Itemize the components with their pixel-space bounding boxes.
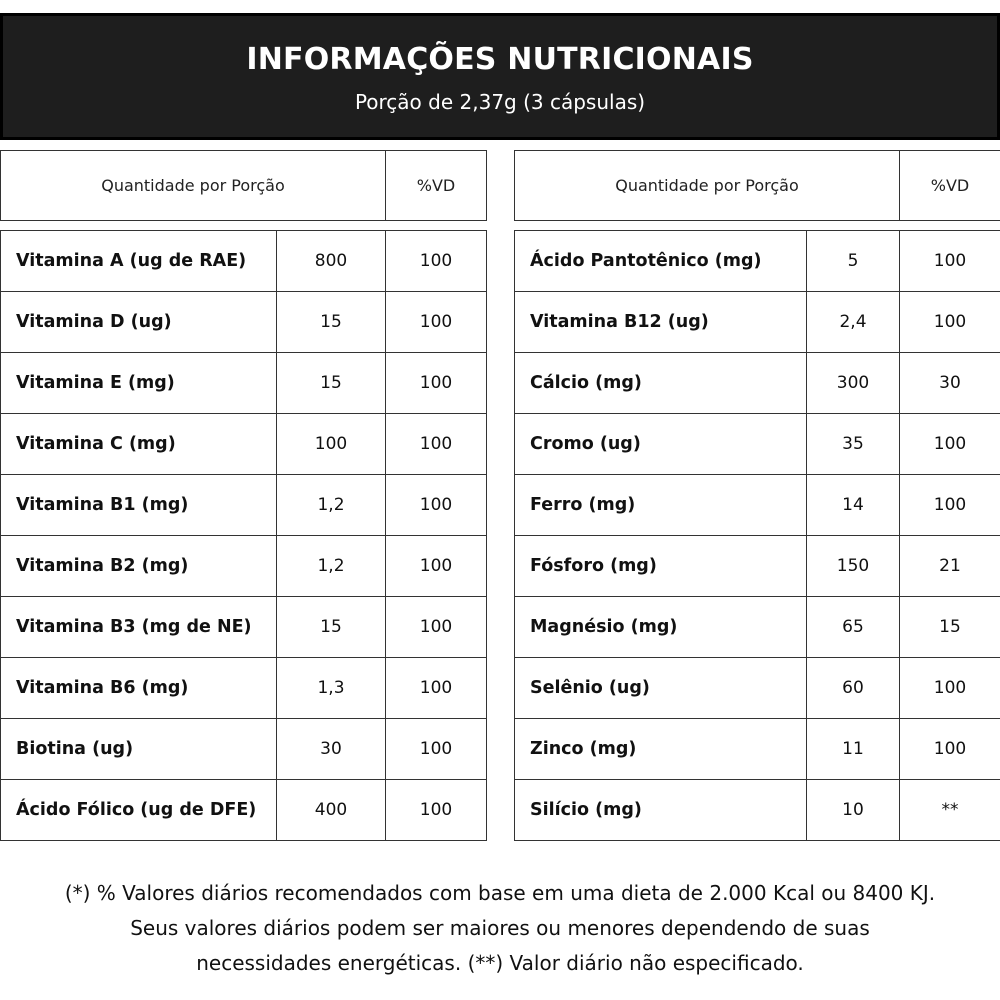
nutrient-name: Biotina (ug) bbox=[1, 719, 277, 780]
nutrient-name: Fósforo (mg) bbox=[515, 536, 807, 597]
nutrient-name: Vitamina B2 (mg) bbox=[1, 536, 277, 597]
table-row bbox=[1, 536, 487, 597]
nutrient-name: Ferro (mg) bbox=[515, 475, 807, 536]
nutrient-daily-value: 30 bbox=[900, 353, 1000, 414]
nutrient-name: Magnésio (mg) bbox=[515, 597, 807, 658]
table-row bbox=[1, 658, 487, 719]
nutrient-name: Zinco (mg) bbox=[515, 719, 807, 780]
page-title: INFORMAÇÕES NUTRICIONAIS bbox=[246, 42, 754, 77]
nutrient-name: Selênio (ug) bbox=[515, 658, 807, 719]
table-row bbox=[515, 719, 1000, 780]
nutrient-amount: 2,4 bbox=[807, 292, 900, 353]
nutrient-amount: 60 bbox=[807, 658, 900, 719]
nutrient-daily-value: 100 bbox=[386, 536, 487, 597]
right-nutrient-table bbox=[514, 230, 1000, 841]
nutrient-name: Vitamina D (ug) bbox=[1, 292, 277, 353]
table-row bbox=[515, 536, 1000, 597]
daily-value-label: %VD bbox=[900, 151, 1000, 221]
table-row bbox=[1, 597, 487, 658]
nutrient-daily-value: 21 bbox=[900, 536, 1000, 597]
nutrient-daily-value: 15 bbox=[900, 597, 1000, 658]
nutrient-amount: 11 bbox=[807, 719, 900, 780]
footnote-line: Seus valores diários podem ser maiores ou menores dependendo de suas bbox=[130, 916, 870, 940]
quantity-per-serving-label: Quantidade por Porção bbox=[515, 151, 900, 221]
nutrient-daily-value: 100 bbox=[386, 231, 487, 292]
table-row bbox=[515, 475, 1000, 536]
table-row bbox=[1, 719, 487, 780]
table-row bbox=[515, 414, 1000, 475]
table-row bbox=[1, 231, 487, 292]
nutrient-name: Vitamina B12 (ug) bbox=[515, 292, 807, 353]
nutrient-daily-value: 100 bbox=[386, 414, 487, 475]
nutrient-daily-value: ** bbox=[900, 780, 1000, 841]
nutrient-amount: 5 bbox=[807, 231, 900, 292]
nutrient-amount: 800 bbox=[277, 231, 386, 292]
nutrient-amount: 100 bbox=[277, 414, 386, 475]
left-column-header bbox=[0, 150, 487, 221]
table-row bbox=[1, 780, 487, 841]
table-row bbox=[515, 353, 1000, 414]
table-row bbox=[515, 292, 1000, 353]
nutrient-name: Vitamina E (mg) bbox=[1, 353, 277, 414]
nutrient-amount: 35 bbox=[807, 414, 900, 475]
nutrient-daily-value: 100 bbox=[386, 780, 487, 841]
nutrient-name: Vitamina B1 (mg) bbox=[1, 475, 277, 536]
nutrient-daily-value: 100 bbox=[900, 658, 1000, 719]
nutrient-name: Cálcio (mg) bbox=[515, 353, 807, 414]
nutrient-name: Vitamina B6 (mg) bbox=[1, 658, 277, 719]
table-row bbox=[1, 353, 487, 414]
daily-value-label: %VD bbox=[386, 151, 487, 221]
footnote bbox=[0, 876, 1000, 981]
table-row bbox=[1, 414, 487, 475]
nutrient-name: Cromo (ug) bbox=[515, 414, 807, 475]
table-row bbox=[1, 475, 487, 536]
nutrient-daily-value: 100 bbox=[900, 292, 1000, 353]
left-nutrient-table bbox=[0, 230, 487, 841]
nutrient-amount: 1,2 bbox=[277, 475, 386, 536]
nutrient-amount: 1,2 bbox=[277, 536, 386, 597]
nutrient-daily-value: 100 bbox=[386, 658, 487, 719]
nutrient-amount: 150 bbox=[807, 536, 900, 597]
quantity-per-serving-label: Quantidade por Porção bbox=[1, 151, 386, 221]
nutrition-header bbox=[0, 13, 1000, 140]
nutrient-daily-value: 100 bbox=[386, 597, 487, 658]
nutrient-name: Ácido Fólico (ug de DFE) bbox=[1, 780, 277, 841]
nutrient-daily-value: 100 bbox=[900, 719, 1000, 780]
nutrient-amount: 30 bbox=[277, 719, 386, 780]
table-row bbox=[515, 231, 1000, 292]
nutrient-amount: 10 bbox=[807, 780, 900, 841]
footnote-line: necessidades energéticas. (**) Valor diário não especificado. bbox=[196, 951, 804, 975]
nutrient-daily-value: 100 bbox=[386, 719, 487, 780]
nutrient-amount: 1,3 bbox=[277, 658, 386, 719]
nutrient-name: Ácido Pantotênico (mg) bbox=[515, 231, 807, 292]
nutrient-name: Vitamina A (ug de RAE) bbox=[1, 231, 277, 292]
table-row bbox=[1, 292, 487, 353]
nutrient-daily-value: 100 bbox=[900, 475, 1000, 536]
serving-size: Porção de 2,37g (3 cápsulas) bbox=[354, 90, 646, 114]
nutrient-daily-value: 100 bbox=[900, 231, 1000, 292]
nutrient-name: Vitamina B3 (mg de NE) bbox=[1, 597, 277, 658]
nutrient-amount: 14 bbox=[807, 475, 900, 536]
table-row bbox=[515, 597, 1000, 658]
right-column-header bbox=[514, 150, 1000, 221]
nutrient-daily-value: 100 bbox=[386, 475, 487, 536]
nutrient-amount: 15 bbox=[277, 292, 386, 353]
nutrient-daily-value: 100 bbox=[386, 292, 487, 353]
nutrient-daily-value: 100 bbox=[386, 353, 487, 414]
nutrient-name: Silício (mg) bbox=[515, 780, 807, 841]
nutrient-amount: 300 bbox=[807, 353, 900, 414]
footnote-line: (*) % Valores diários recomendados com base em uma dieta de 2.000 Kcal ou 8400 KJ. bbox=[64, 881, 936, 905]
nutrient-amount: 15 bbox=[277, 597, 386, 658]
nutrient-daily-value: 100 bbox=[900, 414, 1000, 475]
nutrient-amount: 65 bbox=[807, 597, 900, 658]
nutrient-amount: 15 bbox=[277, 353, 386, 414]
table-row bbox=[515, 658, 1000, 719]
nutrient-amount: 400 bbox=[277, 780, 386, 841]
table-row bbox=[515, 780, 1000, 841]
nutrient-name: Vitamina C (mg) bbox=[1, 414, 277, 475]
